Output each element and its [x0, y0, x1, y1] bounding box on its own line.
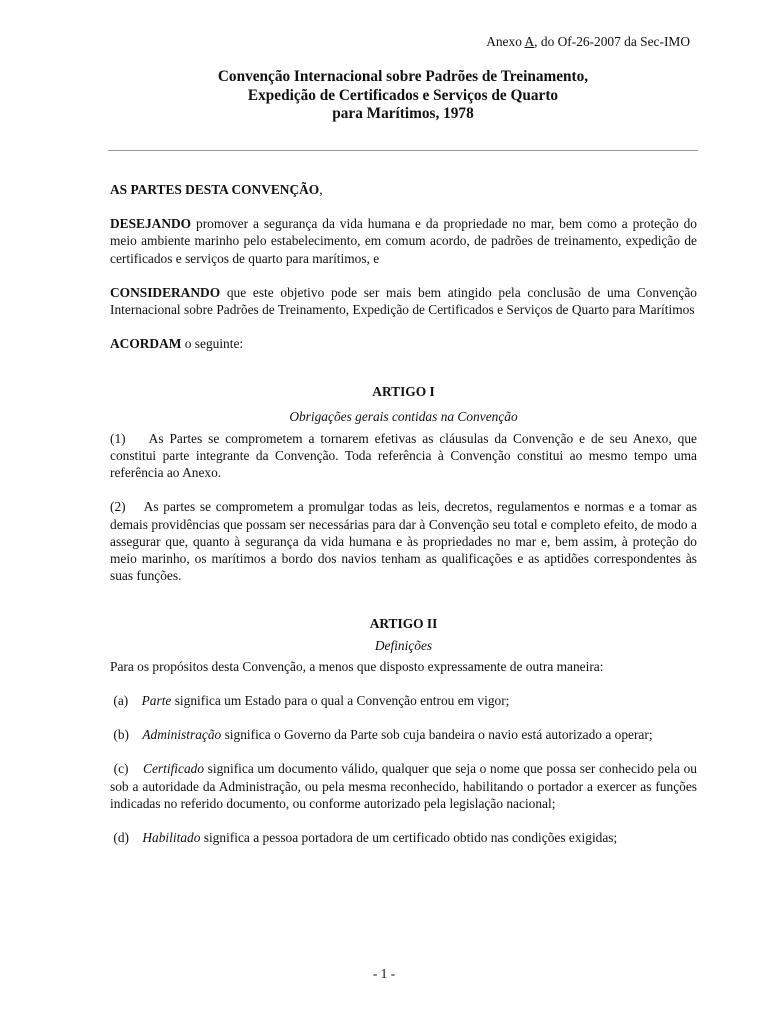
preamble-desiring [110, 215, 697, 267]
definition-d [110, 829, 697, 846]
title-divider [108, 150, 698, 151]
article-1-heading: ARTIGO I [372, 384, 435, 400]
definition-text: significa um documento válido, qualquer que seja o nome que possa ser conhecido pela ou sob a autoridade da Administração, ou pela mesma reconhecido, habilitando o portador a exercer as funções indicadas no referido documento, ou conforme autorizado pela legislação nacional; [110, 761, 701, 811]
parties-bold: AS PARTES DESTA CONVENÇÃO [110, 182, 320, 197]
title-line-2: Expedição de Certificados e Serviços de Quarto [247, 86, 559, 104]
considering-text: que este objetivo pode ser mais bem atingido pela conclusão de uma Convenção Internacional sobre Padrões de Treinamento, Expedição de Certificados e Serviços de Quarto para Marítimos [110, 284, 697, 318]
article-2-intro: Para os propósitos desta Convenção, a menos que disposto expressamente de outra maneira: [110, 658, 604, 674]
annex-reference [486, 34, 690, 50]
annex-suffix: , do Of-26-2007 da Sec-IMO [534, 34, 690, 49]
page-number: - 1 - [372, 966, 396, 981]
preamble-parties [110, 181, 697, 198]
definition-b [110, 726, 697, 743]
document-title [108, 68, 698, 124]
title-line-1: Convenção Internacional sobre Padrões de Treinamento, [217, 68, 589, 85]
definition-text: significa a pessoa portadora de um certificado obtido nas condições exigidas; [200, 830, 618, 846]
definition-term: Administração [142, 727, 222, 743]
definition-label: (d) [110, 830, 143, 846]
document-body [110, 181, 701, 846]
definition-text: significa o Governo da Parte sob cuja bandeira o navio está autorizado a operar; [221, 727, 653, 743]
annex-letter: A [524, 34, 535, 49]
definition-text: significa um Estado para o qual a Convenção entrou em vigor; [171, 693, 510, 709]
agree-bold: ACORDAM [110, 336, 182, 352]
parties-tail: , [319, 182, 323, 197]
considering-bold: CONSIDERANDO [110, 284, 221, 300]
article-2-subtitle: Definições [374, 637, 433, 653]
definition-term: Certificado [143, 761, 205, 777]
annex-prefix: Anexo [486, 34, 525, 49]
definition-a [110, 692, 697, 709]
definition-term: Parte [141, 693, 172, 709]
desiring-text: promover a segurança da vida humana e da propriedade no mar, bem como a proteção do meio ambiente marinho pelo estabelecimento, em comum acordo, de padrões de treinamento, expedição de certificados e serviços de quarto para marítimos, e [110, 216, 697, 266]
definition-label: (a) [110, 693, 142, 709]
article-2-heading: ARTIGO II [369, 616, 438, 632]
definition-label: (b) [110, 727, 143, 743]
article-1-subtitle: Obrigações gerais contidas na Convenção [289, 408, 518, 424]
definition-label: (c) [110, 761, 144, 777]
definition-term: Habilitado [142, 830, 201, 846]
title-line-3: para Marítimos, 1978 [332, 105, 474, 122]
definition-c [110, 760, 701, 812]
article-1-paragraph-2: (2) As partes se comprometem a promulgar todas as leis, decretos, regulamentos e normas e a tomar as demais providências que possam ser necessárias para dar à Convenção seu total e completo efeito, de modo a assegurar que, quanto à segurança da vida humana e às propriedades no mar e, bem assim, à proteção do meio marinho, os marítimos a bordo dos navios tenham as qualificações e as aptidões correspondentes às suas funções. [110, 499, 701, 584]
agree-text: o seguinte: [181, 336, 244, 352]
desiring-bold: DESEJANDO [110, 216, 192, 232]
article-1-paragraph-1: (1) As Partes se comprometem a tornarem efetivas as cláusulas da Convenção e de seu Anexo, que constitui parte integrante da Convenção. Toda referência à Convenção constitui ao mesmo tempo uma referência ao Anexo. [110, 430, 701, 481]
preamble-agree [110, 335, 697, 352]
preamble-considering [110, 284, 697, 318]
